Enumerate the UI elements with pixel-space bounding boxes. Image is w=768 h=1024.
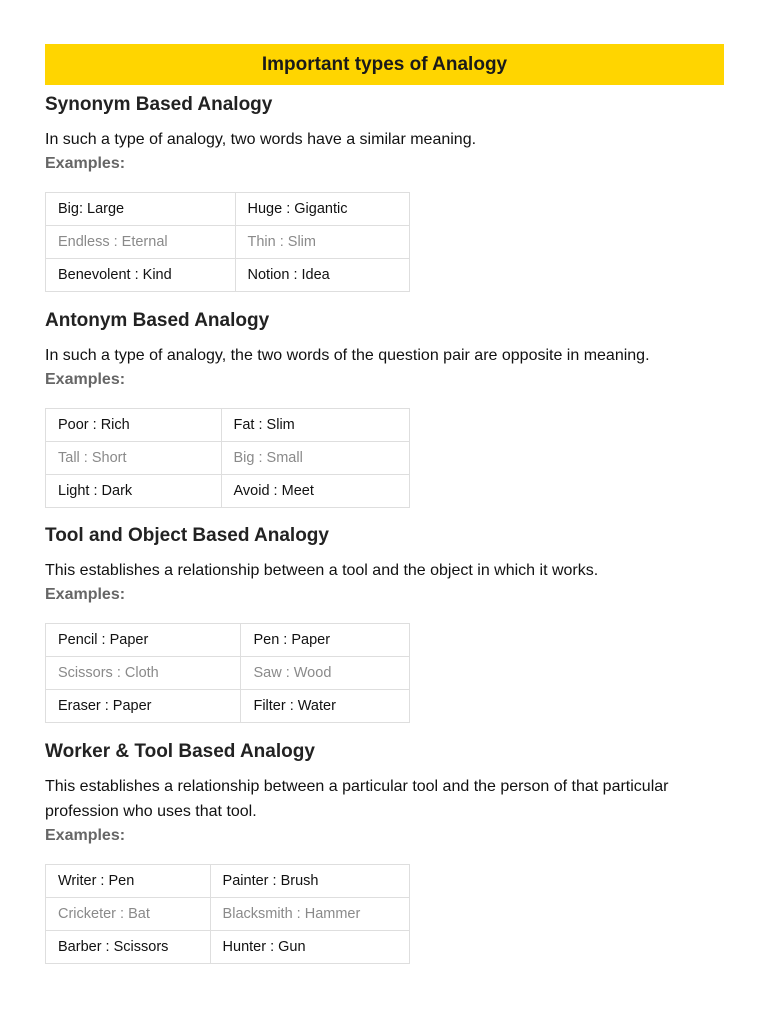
table-cell: Painter : Brush [210,865,409,898]
table-row [46,865,410,898]
table-cell: Endless : Eternal [46,226,236,259]
examples-table [45,623,410,723]
examples-label: Examples: [45,827,126,844]
table-cell: Avoid : Meet [221,475,409,508]
section-heading: Antonym Based Analogy [45,310,270,331]
table-cell: Barber : Scissors [46,931,211,964]
table-row [46,409,410,442]
section-tool-object [45,524,725,723]
section-description: This establishes a relationship between a tool and the object in which it works. [45,562,599,579]
table-cell: Pencil : Paper [46,624,241,657]
table-row [46,475,410,508]
section-description: In such a type of analogy, the two words of the question pair are opposite in meaning. [45,347,650,364]
section-antonym [45,309,725,508]
section-description: In such a type of analogy, two words have a similar meaning. [45,131,477,148]
examples-label: Examples: [45,155,126,172]
section-heading: Synonym Based Analogy [45,94,273,115]
table-cell: Blacksmith : Hammer [210,898,409,931]
examples-label: Examples: [45,586,126,603]
examples-table [45,408,410,508]
table-cell: Huge : Gigantic [235,193,410,226]
examples-label: Examples: [45,371,126,388]
page-title-banner [45,44,724,85]
table-row [46,442,410,475]
table-cell: Filter : Water [241,690,410,723]
table-cell: Pen : Paper [241,624,410,657]
table-row [46,898,410,931]
table-row [46,931,410,964]
table-cell: Thin : Slim [235,226,410,259]
table-cell: Saw : Wood [241,657,410,690]
table-cell: Benevolent : Kind [46,259,236,292]
table-row [46,226,410,259]
table-row [46,259,410,292]
examples-table [45,192,410,292]
section-heading: Worker & Tool Based Analogy [45,741,315,762]
table-cell: Light : Dark [46,475,222,508]
section-heading: Tool and Object Based Analogy [45,525,329,546]
table-cell: Big: Large [46,193,236,226]
page-title: Important types of Analogy [261,53,508,75]
examples-table [45,864,410,964]
table-cell: Hunter : Gun [210,931,409,964]
table-cell: Fat : Slim [221,409,409,442]
table-row [46,690,410,723]
table-cell: Big : Small [221,442,409,475]
table-cell: Notion : Idea [235,259,410,292]
table-row [46,657,410,690]
section-description: This establishes a relationship between a particular tool and the person of that particular profession who uses that tool. [45,778,669,820]
table-cell: Scissors : Cloth [46,657,241,690]
table-cell: Eraser : Paper [46,690,241,723]
table-row [46,193,410,226]
table-cell: Writer : Pen [46,865,211,898]
table-cell: Cricketer : Bat [46,898,211,931]
section-worker-tool [45,740,725,964]
table-cell: Tall : Short [46,442,222,475]
section-synonym [45,93,725,292]
table-cell: Poor : Rich [46,409,222,442]
table-row [46,624,410,657]
